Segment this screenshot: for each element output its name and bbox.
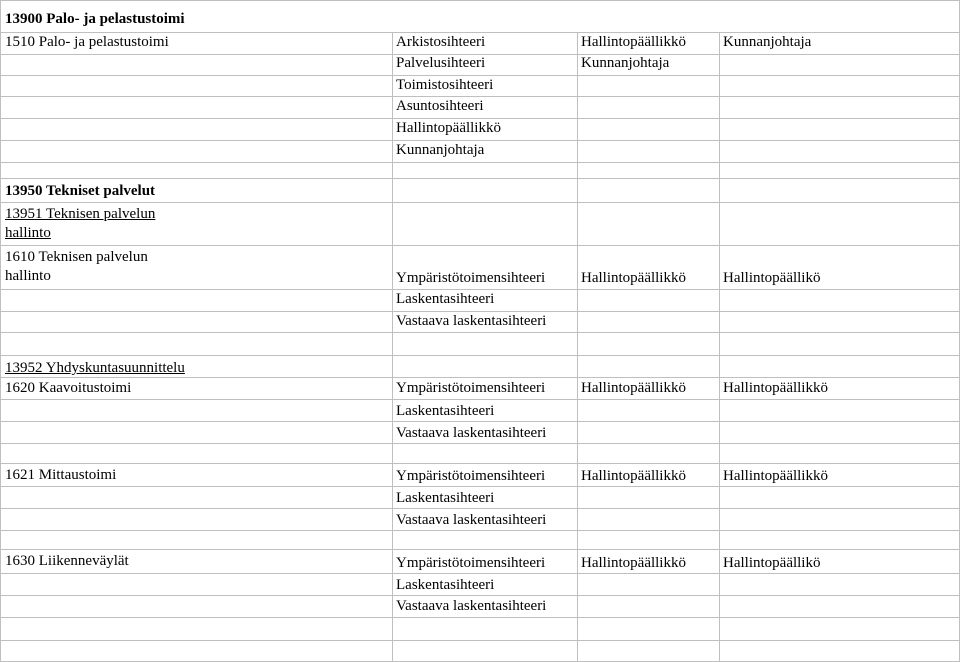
section-heading: 13900 Palo- ja pelastustoimi bbox=[5, 11, 185, 27]
task-name: 1621 Mittaustoimi bbox=[5, 467, 117, 483]
role-cell: Ympäristötoimensihteeri bbox=[396, 468, 546, 484]
task-name: 1510 Palo- ja pelastustoimi bbox=[5, 34, 169, 50]
role-cell: Palvelusihteeri bbox=[396, 55, 486, 71]
role-cell: Laskentasihteeri bbox=[396, 403, 495, 419]
sub-heading: 13952 Yhdyskuntasuunnittelu bbox=[5, 360, 185, 376]
decider-cell: Hallintopäällikkö bbox=[723, 380, 828, 396]
role-cell: Laskentasihteeri bbox=[396, 490, 495, 506]
decider-cell: Hallintopäällikö bbox=[723, 270, 821, 286]
role-cell: Asuntosihteeri bbox=[396, 98, 484, 114]
task-name: 1610 Teknisen palvelun bbox=[5, 249, 148, 265]
role-cell: Ympäristötoimensihteeri bbox=[396, 270, 546, 286]
decider-cell: Kunnanjohtaja bbox=[723, 34, 812, 50]
decider-cell: Hallintopäällikö bbox=[723, 555, 821, 571]
approver-cell: Hallintopäällikkö bbox=[581, 270, 686, 286]
role-cell: Ympäristötoimensihteeri bbox=[396, 380, 546, 396]
section-heading: 13950 Tekniset palvelut bbox=[5, 183, 156, 199]
role-cell: Vastaava laskentasihteeri bbox=[396, 598, 547, 614]
decider-cell: Hallintopäällikkö bbox=[723, 468, 828, 484]
role-cell: Toimistosihteeri bbox=[396, 77, 494, 93]
role-cell: Arkistosihteeri bbox=[396, 34, 486, 50]
approver-cell: Hallintopäällikkö bbox=[581, 34, 686, 50]
role-cell: Vastaava laskentasihteeri bbox=[396, 425, 547, 441]
role-cell: Ympäristötoimensihteeri bbox=[396, 555, 546, 571]
approver-cell: Hallintopäällikkö bbox=[581, 468, 686, 484]
role-cell: Laskentasihteeri bbox=[396, 291, 495, 307]
task-name: 1630 Liikenneväylät bbox=[5, 553, 129, 569]
task-name: 1620 Kaavoitustoimi bbox=[5, 380, 132, 396]
approver-cell: Hallintopäällikkö bbox=[581, 555, 686, 571]
approver-cell: Hallintopäällikkö bbox=[581, 380, 686, 396]
role-cell: Laskentasihteeri bbox=[396, 577, 495, 593]
sub-heading: hallinto bbox=[5, 225, 51, 241]
sub-heading: 13951 Teknisen palvelun bbox=[5, 206, 156, 222]
approver-cell: Kunnanjohtaja bbox=[581, 55, 670, 71]
role-cell: Hallintopäällikkö bbox=[396, 120, 501, 136]
role-cell: Kunnanjohtaja bbox=[396, 142, 485, 158]
role-cell: Vastaava laskentasihteeri bbox=[396, 512, 547, 528]
task-name: hallinto bbox=[5, 268, 51, 284]
role-cell: Vastaava laskentasihteeri bbox=[396, 313, 547, 329]
